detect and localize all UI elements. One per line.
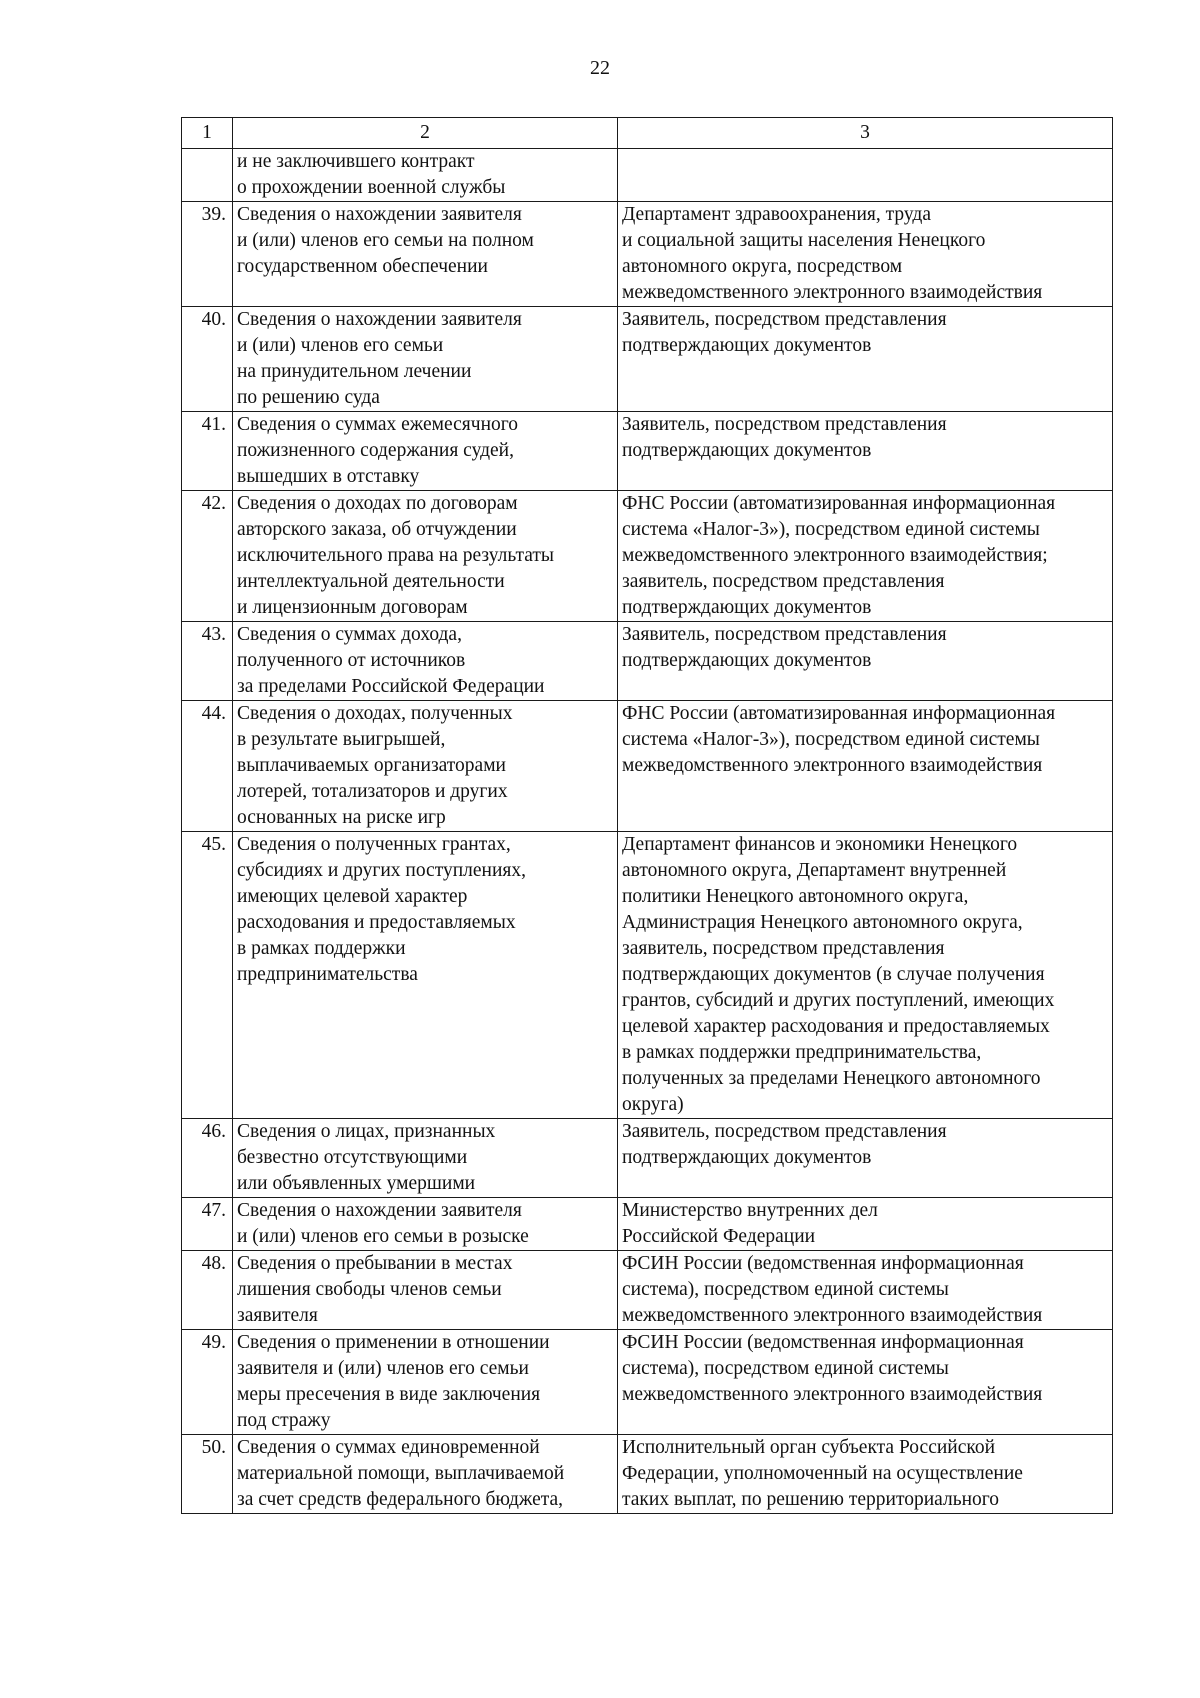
row-source-cell: Министерство внутренних дел Российской Федерации (618, 1198, 1113, 1251)
table-row (182, 307, 1113, 412)
row-number-cell: 50. (182, 1435, 233, 1514)
row-number-cell (182, 149, 233, 202)
row-number-cell: 43. (182, 622, 233, 701)
row-info-cell: Сведения о пребывании в местах лишения свободы членов семьи заявителя (233, 1251, 618, 1330)
table-row (182, 1198, 1113, 1251)
row-number-cell: 45. (182, 832, 233, 1119)
row-source-cell: ФНС России (автоматизированная информационная система «Налог-3»), посредством единой системы межведомственного электронного взаимодействия; заявитель, посредством представления подтверждающих документов (618, 491, 1113, 622)
row-info-cell: Сведения о доходах по договорам авторского заказа, об отчуждении исключительного права на результаты интеллектуальной деятельности и лицензионным договорам (233, 491, 618, 622)
table-row (182, 149, 1113, 202)
table-row (182, 491, 1113, 622)
row-source-cell: Департамент здравоохранения, труда и социальной защиты населения Ненецкого автономного округа, посредством межведомственного электронного взаимодействия (618, 202, 1113, 307)
header-cell-info: 2 (233, 118, 618, 149)
table-row (182, 1435, 1113, 1514)
row-source-cell: Заявитель, посредством представления подтверждающих документов (618, 307, 1113, 412)
row-info-cell: Сведения о нахождении заявителя и (или) членов его семьи в розыске (233, 1198, 618, 1251)
documents-table (181, 117, 1113, 1514)
table-row (182, 1330, 1113, 1435)
row-number-cell: 39. (182, 202, 233, 307)
row-number-cell: 44. (182, 701, 233, 832)
table-row (182, 622, 1113, 701)
row-info-cell: Сведения о суммах дохода, полученного от источников за пределами Российской Федерации (233, 622, 618, 701)
page-number: 22 (590, 57, 610, 79)
row-source-cell: ФНС России (автоматизированная информационная система «Налог-3»), посредством единой системы межведомственного электронного взаимодействия (618, 701, 1113, 832)
row-info-cell: Сведения о суммах ежемесячного пожизненного содержания судей, вышедших в отставку (233, 412, 618, 491)
row-number-cell: 48. (182, 1251, 233, 1330)
row-info-cell: Сведения о лицах, признанных безвестно отсутствующими или объявленных умершими (233, 1119, 618, 1198)
table-row (182, 832, 1113, 1119)
row-source-cell: ФСИН России (ведомственная информационная система), посредством единой системы межведомственного электронного взаимодействия (618, 1330, 1113, 1435)
table-row (182, 1251, 1113, 1330)
row-number-cell: 47. (182, 1198, 233, 1251)
row-info-cell: Сведения о нахождении заявителя и (или) членов его семьи на полном государственном обеспечении (233, 202, 618, 307)
row-info-cell: Сведения о полученных грантах, субсидиях и других поступлениях, имеющих целевой характер расходования и предоставляемых в рамках поддержки предпринимательства (233, 832, 618, 1119)
row-source-cell: ФСИН России (ведомственная информационная система), посредством единой системы межведомственного электронного взаимодействия (618, 1251, 1113, 1330)
table-row (182, 1119, 1113, 1198)
row-number-cell: 41. (182, 412, 233, 491)
row-number-cell: 49. (182, 1330, 233, 1435)
row-number-cell: 46. (182, 1119, 233, 1198)
table-row (182, 412, 1113, 491)
row-source-cell: Департамент финансов и экономики Ненецкого автономного округа, Департамент внутренней политики Ненецкого автономного округа, Администрация Ненецкого автономного округа, заявитель, посредством представления подтверждающих документов (в случае получения грантов, субсидий и других поступлений, имеющих целевой характер расходования и предоставляемых в рамках поддержки предпринимательства, полученных за пределами Ненецкого автономного округа) (618, 832, 1113, 1119)
table-header-row (182, 118, 1113, 149)
row-source-cell: Заявитель, посредством представления подтверждающих документов (618, 622, 1113, 701)
table-row (182, 202, 1113, 307)
header-cell-number: 1 (182, 118, 233, 149)
row-info-cell: Сведения о доходах, полученных в результате выигрышей, выплачиваемых организаторами лотерей, тотализаторов и других основанных на риске игр (233, 701, 618, 832)
row-info-cell: Сведения о суммах единовременной материальной помощи, выплачиваемой за счет средств федерального бюджета, (233, 1435, 618, 1514)
row-info-cell: и не заключившего контракт о прохождении военной службы (233, 149, 618, 202)
row-info-cell: Сведения о применении в отношении заявителя и (или) членов его семьи меры пресечения в виде заключения под стражу (233, 1330, 618, 1435)
row-info-cell: Сведения о нахождении заявителя и (или) членов его семьи на принудительном лечении по решению суда (233, 307, 618, 412)
header-cell-source: 3 (618, 118, 1113, 149)
row-number-cell: 40. (182, 307, 233, 412)
row-source-cell (618, 149, 1113, 202)
row-source-cell: Исполнительный орган субъекта Российской Федерации, уполномоченный на осуществление таких выплат, по решению территориального (618, 1435, 1113, 1514)
row-source-cell: Заявитель, посредством представления подтверждающих документов (618, 1119, 1113, 1198)
row-number-cell: 42. (182, 491, 233, 622)
row-source-cell: Заявитель, посредством представления подтверждающих документов (618, 412, 1113, 491)
table-row (182, 701, 1113, 832)
